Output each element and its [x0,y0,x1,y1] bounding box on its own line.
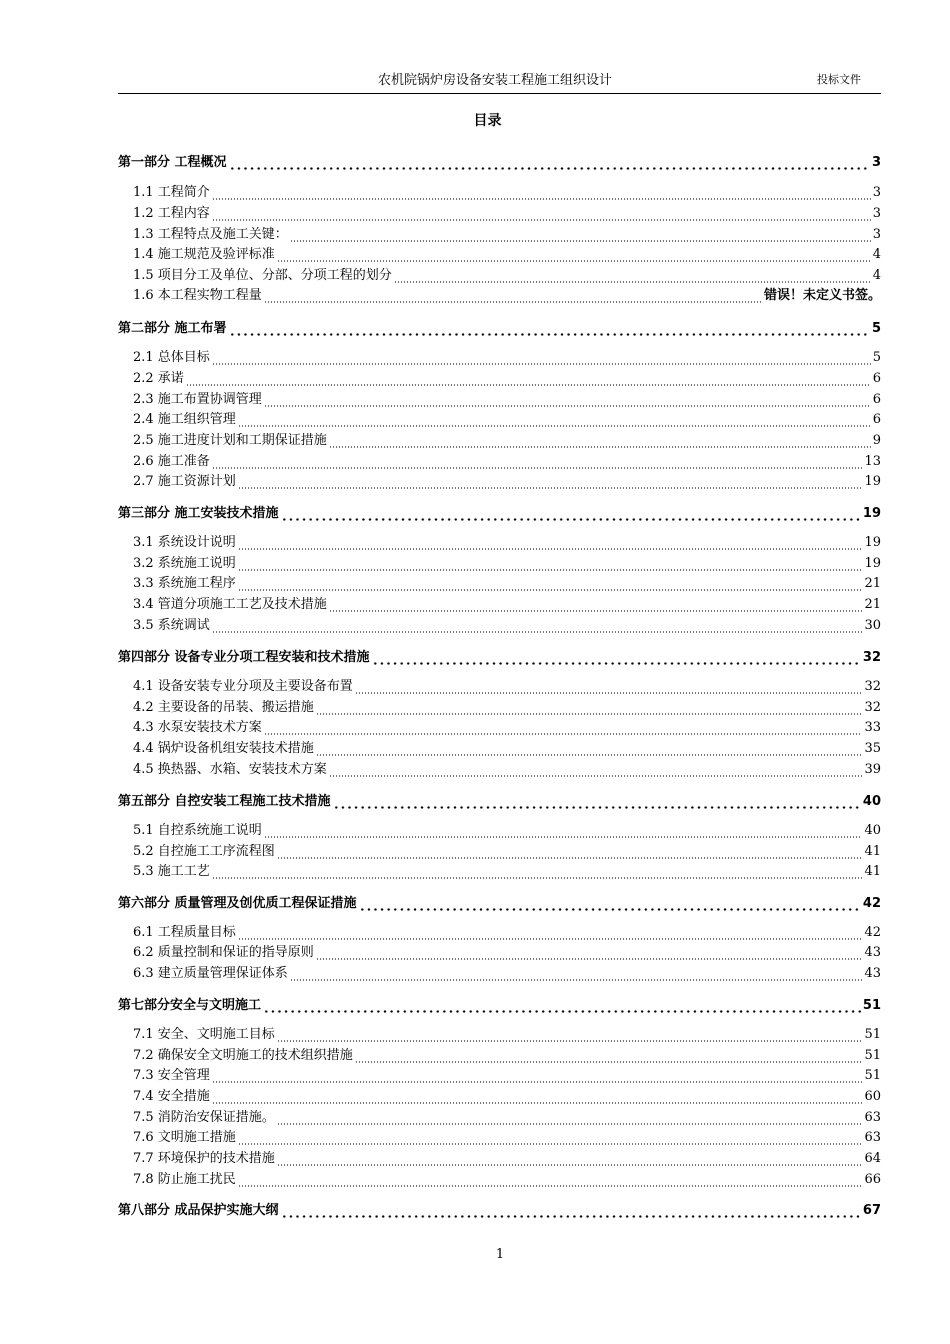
toc-entry-label: 第八部分 成品保护实施大纲 [118,1203,279,1218]
toc-entry-label: 第二部分 施工布署 [118,321,227,336]
toc-section-entry[interactable] [133,264,881,283]
toc-page-number: 19 [864,535,881,550]
toc-entry-label: 3.5 系统调试 [133,618,210,633]
toc-page-number: 67 [862,1203,881,1218]
toc-part-entry[interactable] [118,891,881,911]
toc-section-entry[interactable] [133,860,881,879]
toc-entry-label: 2.7 施工资源计划 [133,474,236,489]
toc-page-number: 30 [864,618,881,633]
toc-section-entry[interactable] [133,284,881,303]
toc-entry-label: 3.2 系统施工说明 [133,556,236,571]
toc-page-number: 4 [872,247,881,262]
toc-entry-label: 3.1 系统设计说明 [133,535,236,550]
toc-page-number: 40 [862,794,881,809]
toc-dot-leader [316,705,863,715]
toc-entry-label: 2.3 施工布置协调管理 [133,392,262,407]
toc-entry-label: 7.8 防止施工扰民 [133,1172,236,1187]
toc-dot-leader [238,930,863,940]
toc-entry-label: 7.2 确保安全文明施工的技术组织措施 [133,1048,353,1063]
toc-entry-label: 4.2 主要设备的吊装、搬运措施 [133,700,314,715]
toc-section-entry[interactable] [133,181,881,200]
toc-section-entry[interactable] [133,346,881,365]
toc-page-number: 40 [864,823,881,838]
toc-page-number: 64 [864,1151,881,1166]
toc-entry-label: 第七部分安全与文明施工 [118,998,262,1013]
toc-part-entry[interactable] [118,501,881,521]
toc-dot-leader [238,417,871,427]
toc-page-number: 39 [864,762,881,777]
header-tag: 投标文件 [817,73,861,86]
toc-dot-leader [186,376,871,386]
toc-dot-leader [263,1001,861,1013]
toc-section-entry[interactable] [133,429,881,448]
toc-entry-label: 4.1 设备安装专业分项及主要设备布置 [133,679,353,694]
toc-dot-leader [281,1206,861,1218]
toc-page-number: 19 [864,474,881,489]
toc-entry-label: 3.4 管道分项施工工艺及技术措施 [133,597,327,612]
toc-entry-label: 7.6 文明施工措施 [133,1130,236,1145]
toc-page-number: 3 [872,227,881,242]
toc-page-number: 42 [862,896,881,911]
toc-dot-leader [277,849,863,859]
toc-entry-label: 1.4 施工规范及验评标准 [133,247,275,262]
toc-entry-label: 第四部分 设备专业分项工程安装和技术措施 [118,650,370,665]
toc-section-entry[interactable] [133,388,881,407]
toc-page-number: 5 [872,350,881,365]
toc-dot-leader [264,725,863,735]
toc-section-entry[interactable] [133,243,881,262]
toc-page-number: 32 [864,679,881,694]
toc-entry-label: 2.6 施工准备 [133,454,210,469]
toc-part-entry[interactable] [118,645,881,665]
toc-page-number: 51 [864,1068,881,1083]
toc-dot-leader [212,623,863,633]
toc-dot-leader [264,828,863,838]
toc-page-number: 60 [864,1089,881,1104]
toc-dot-leader [238,540,863,550]
toc-part-entry[interactable] [118,993,881,1013]
toc-dot-leader [316,746,863,756]
toc-page-number: 32 [862,650,881,665]
toc-section-entry[interactable] [133,1126,881,1145]
toc-dot-leader [212,211,871,221]
toc-dot-leader [355,684,863,694]
toc-dot-leader [238,1135,863,1145]
toc-part-entry[interactable] [118,789,881,809]
toc-entry-label: 第一部分 工程概况 [118,155,227,170]
toc-page-number: 13 [864,454,881,469]
toc-dot-leader [316,950,863,960]
toc-section-entry[interactable] [133,1168,881,1187]
toc-entry-label: 2.4 施工组织管理 [133,412,236,427]
toc-entry-label: 1.5 项目分工及单位、分部、分项工程的划分 [133,268,392,283]
toc-page-number: 4 [872,268,881,283]
toc-section-entry[interactable] [133,941,881,960]
toc-entry-label: 1.1 工程简介 [133,185,210,200]
toc-page-number: 32 [864,700,881,715]
toc-page-number: 51 [864,1027,881,1042]
toc-section-entry[interactable] [133,737,881,756]
toc-dot-leader [277,1032,863,1042]
toc-section-entry[interactable] [133,614,881,633]
toc-section-entry[interactable] [133,470,881,489]
toc-page-number: 3 [871,155,881,170]
toc-dot-leader [277,1115,863,1125]
toc-page-number: 41 [864,864,881,879]
toc-entry-label: 7.1 安全、文明施工目标 [133,1027,275,1042]
toc-part-entry[interactable] [118,1198,881,1218]
toc-entry-label: 6.3 建立质量管理保证体系 [133,966,288,981]
toc-entry-label: 7.3 安全管理 [133,1068,210,1083]
toc-section-entry[interactable] [133,696,881,715]
toc-section-entry[interactable] [133,716,881,735]
toc-dot-leader [333,797,861,809]
toc-dot-leader [264,293,762,303]
toc-page-number: 9 [872,433,881,448]
toc-section-entry[interactable] [133,1023,881,1042]
toc-dot-leader [290,971,863,981]
toc-page-number: 51 [862,998,881,1013]
toc-section-entry[interactable] [133,408,881,427]
toc-entry-label: 4.3 水泵安装技术方案 [133,720,262,735]
page-number: 1 [495,1247,505,1262]
toc-entry-label: 4.4 锅炉设备机组安装技术措施 [133,741,314,756]
toc-section-entry[interactable] [133,572,881,591]
toc-page-number: 3 [872,206,881,221]
toc-section-entry[interactable] [133,450,881,469]
toc-entry-label: 6.1 工程质量目标 [133,925,236,940]
toc-section-entry[interactable] [133,223,881,242]
toc-dot-leader [238,479,863,489]
toc-part-entry[interactable] [118,316,881,336]
toc-dot-leader [238,581,863,591]
toc-dot-leader [290,232,871,242]
toc-dot-leader [329,438,871,448]
toc-entry-label: 7.5 消防治安保证措施。 [133,1110,275,1125]
toc-section-entry[interactable] [133,758,881,777]
toc-dot-leader [212,190,871,200]
toc-dot-leader [212,1094,863,1104]
toc-page-number: 66 [864,1172,881,1187]
toc-entry-label: 1.2 工程内容 [133,206,210,221]
toc-dot-leader [238,1177,863,1187]
toc-page-number: 21 [864,597,881,612]
toc-page-number: 6 [872,392,881,407]
toc-page-number: 42 [864,925,881,940]
toc-section-entry[interactable] [133,921,881,940]
toc-section-entry[interactable] [133,675,881,694]
toc-page-number: 3 [872,185,881,200]
toc-page-number: 41 [864,844,881,859]
toc-dot-leader [394,273,871,283]
toc-section-entry[interactable] [133,1147,881,1166]
toc-section-entry[interactable] [133,202,881,221]
toc-section-entry[interactable] [133,593,881,612]
toc-entry-label: 5.2 自控施工工序流程图 [133,844,275,859]
toc-page-number: 19 [864,556,881,571]
toc-entry-label: 5.3 施工工艺 [133,864,210,879]
toc-entry-label: 第六部分 质量管理及创优质工程保证措施 [118,896,357,911]
toc-title: 目录 [473,113,502,129]
toc-error-message: 错误！未定义书签。 [763,288,881,303]
toc-entry-label: 2.1 总体目标 [133,350,210,365]
toc-dot-leader [359,899,861,911]
toc-dot-leader [229,158,870,170]
toc-page-number: 21 [864,576,881,591]
toc-dot-leader [212,869,863,879]
toc-page-number: 43 [864,945,881,960]
toc-section-entry[interactable] [133,1106,881,1125]
toc-page-number: 63 [864,1130,881,1145]
toc-dot-leader [212,1073,863,1083]
toc-section-entry[interactable] [133,531,881,550]
toc-page-number: 19 [862,506,881,521]
toc-entry-label: 5.1 自控系统施工说明 [133,823,262,838]
toc-section-entry[interactable] [133,819,881,838]
toc-page-number: 5 [871,321,881,336]
toc-dot-leader [281,509,861,521]
toc-dot-leader [372,653,861,665]
toc-entry-label: 第三部分 施工安装技术措施 [118,506,279,521]
toc-page-number: 43 [864,966,881,981]
toc-dot-leader [277,1156,863,1166]
toc-entry-label: 7.7 环境保护的技术措施 [133,1151,275,1166]
toc-entry-label: 第五部分 自控安装工程施工技术措施 [118,794,331,809]
header-title: 农机院锅炉房设备安装工程施工组织设计 [378,73,613,88]
toc-section-entry[interactable] [133,1044,881,1063]
toc-entry-label: 6.2 质量控制和保证的指导原则 [133,945,314,960]
toc-section-entry[interactable] [133,1085,881,1104]
toc-entry-label: 1.6 本工程实物工程量 [133,288,262,303]
toc-entry-label: 4.5 换热器、水箱、安装技术方案 [133,762,327,777]
toc-dot-leader [264,397,871,407]
toc-page-number: 35 [864,741,881,756]
toc-section-entry[interactable] [133,840,881,859]
toc-page-number: 51 [864,1048,881,1063]
toc-section-entry[interactable] [133,1064,881,1083]
toc-dot-leader [229,324,870,336]
toc-entry-label: 2.2 承诺 [133,371,184,386]
toc-entry-label: 2.5 施工进度计划和工期保证措施 [133,433,327,448]
toc-dot-leader [212,459,863,469]
toc-section-entry[interactable] [133,367,881,386]
toc-section-entry[interactable] [133,552,881,571]
toc-page-number: 6 [872,412,881,427]
toc-page-number: 6 [872,371,881,386]
toc-dot-leader [277,252,871,262]
toc-section-entry[interactable] [133,962,881,981]
toc-entry-label: 7.4 安全措施 [133,1089,210,1104]
toc-page-number: 63 [864,1110,881,1125]
toc-page-number: 33 [864,720,881,735]
toc-part-entry[interactable] [118,150,881,170]
toc-dot-leader [212,355,871,365]
toc-dot-leader [238,561,863,571]
toc-dot-leader [329,767,863,777]
toc-entry-label: 3.3 系统施工程序 [133,576,236,591]
toc-dot-leader [355,1053,863,1063]
toc-dot-leader [329,602,863,612]
toc-entry-label: 1.3 工程特点及施工关键： [133,227,288,242]
